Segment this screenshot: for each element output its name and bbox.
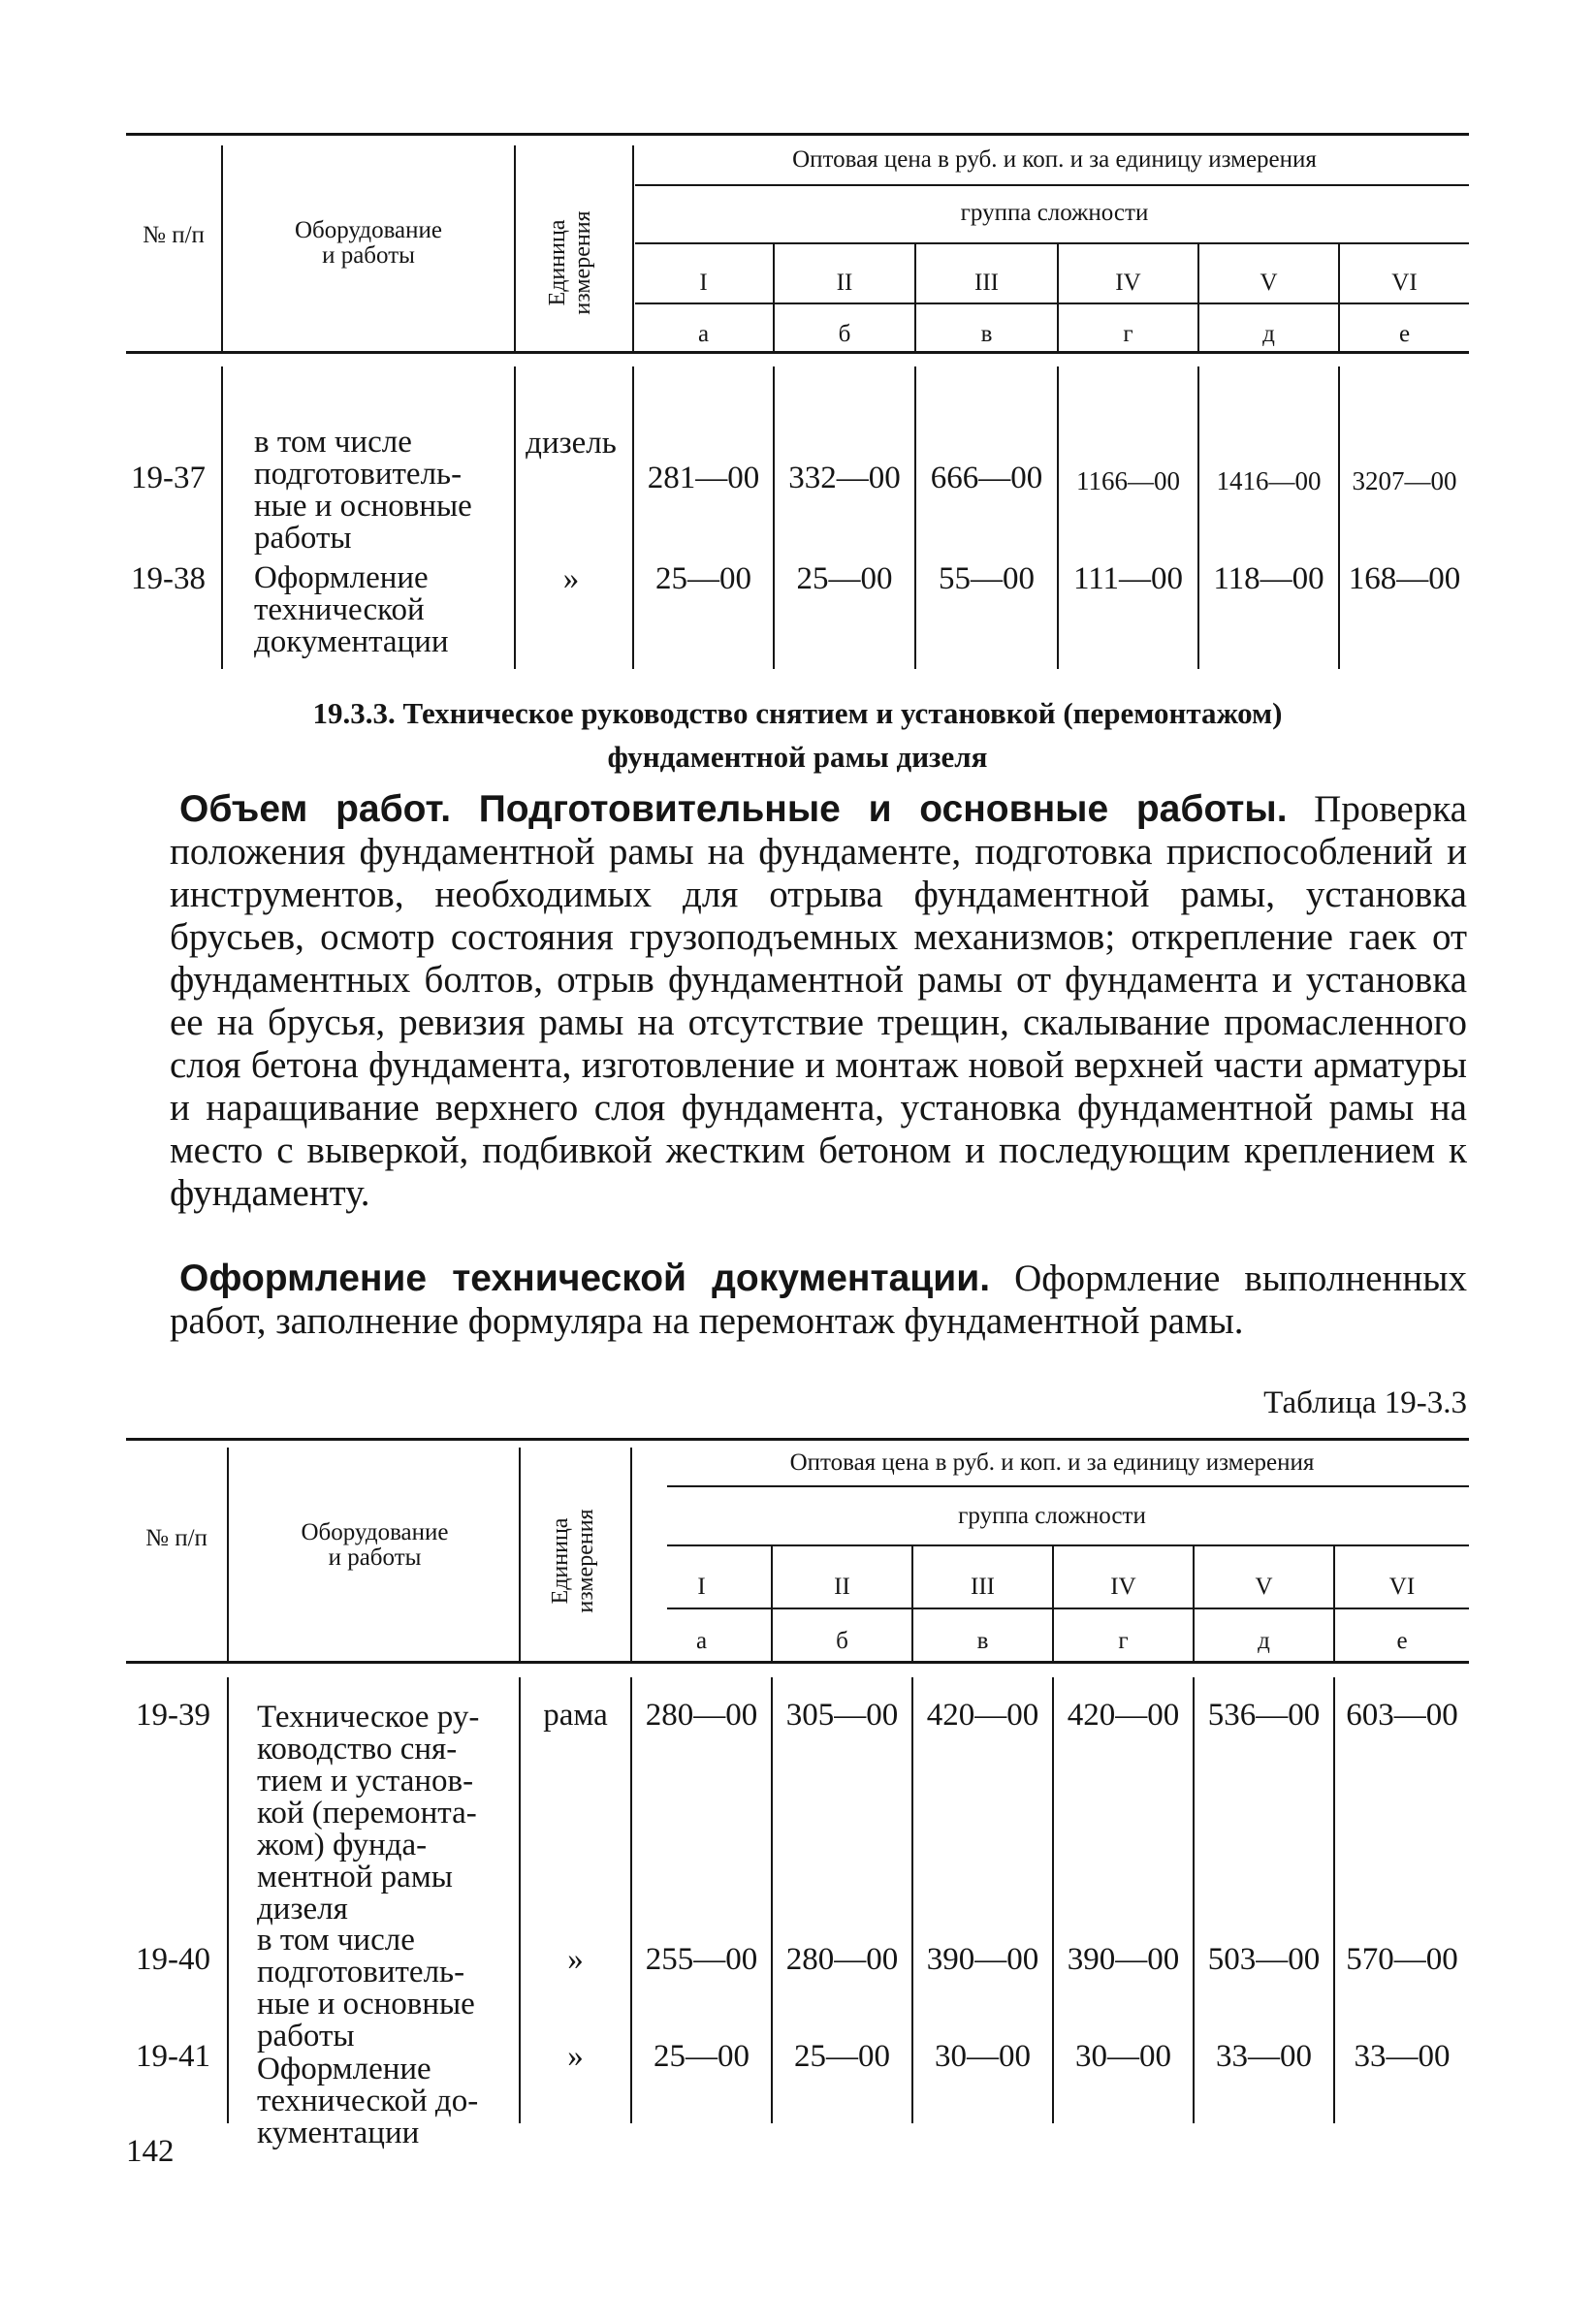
row-description: Оформление технической документации — [254, 560, 449, 659]
price-cell: 30—00 — [1075, 2039, 1171, 2074]
price-cell: 33—00 — [1216, 2039, 1312, 2074]
row-unit: » — [562, 561, 580, 596]
row-number: 19-40 — [136, 1942, 210, 1977]
price-cell: 3207—00 — [1352, 466, 1457, 495]
page-number: 142 — [126, 2134, 175, 2169]
section-heading-line2: фундаментной рамы дизеля — [607, 740, 988, 774]
table-top-rule — [126, 133, 1469, 136]
price-cell: 25—00 — [655, 561, 751, 596]
price-cell: 570—00 — [1346, 1942, 1458, 1977]
price-cell: 1416—00 — [1216, 466, 1322, 495]
price-cell: 666—00 — [930, 461, 1043, 495]
header-group: группа сложности — [958, 1503, 1146, 1529]
paragraph-lead: Оформление технической документации. — [179, 1258, 991, 1299]
row-number: 19-37 — [131, 461, 206, 495]
header-equipment: Оборудование и работы — [301, 1519, 449, 1571]
row-unit: дизель — [526, 426, 617, 461]
header-num: № п/п — [143, 222, 205, 248]
row-number: 19-41 — [136, 2039, 210, 2074]
price-cell: 281—00 — [647, 461, 760, 495]
price-cell: 603—00 — [1346, 1698, 1458, 1733]
price-cell: 420—00 — [926, 1698, 1039, 1733]
price-cell: 118—00 — [1213, 561, 1324, 596]
header-unit: Единица измерения — [548, 1509, 598, 1613]
price-cell: 420—00 — [1067, 1698, 1180, 1733]
table-caption: Таблица 19-3.3 — [1263, 1385, 1467, 1420]
row-description: в том числе подготовитель- ные и основные работы — [257, 1923, 475, 2053]
paragraph-scope: Объем работ. Подготовительные и основные работы. Проверка положения фундаментной рамы на фундаменте, подготовка приспособлений и инструментов, необходимых для отрыва фундаментной рамы, установка брусьев, осмотр состояния грузоподъемных механизмов; открепление гаек от фундаментных болтов, отрыв фундаментной рамы от фундамента и установка ее на брусья, ревизия рамы на отсутствие трещин, скалывание промасленного слоя бетона фундамента, изготовление и монтаж новой верхней части арматуры и наращивание верхнего слоя фундамента, установка фундаментной рамы на место с выверкой, подбивкой жестким бетоном и последующим креплением к фундаменту. — [170, 788, 1467, 1214]
row-unit: » — [567, 1942, 584, 1977]
row-unit: рама — [543, 1698, 608, 1733]
price-cell: 503—00 — [1207, 1942, 1321, 1977]
table-header-rule — [126, 1661, 1469, 1664]
price-cell: 168—00 — [1348, 561, 1461, 596]
price-cell: 25—00 — [794, 2039, 890, 2074]
paragraph-lead: Объем работ. Подготовительные и основные работы. — [179, 788, 1288, 830]
price-cell: 33—00 — [1354, 2039, 1451, 2074]
price-cell: 55—00 — [939, 561, 1035, 596]
price-cell: 30—00 — [935, 2039, 1031, 2074]
row-description: в том числе подготовитель- ные и основные работы — [254, 425, 472, 556]
header-num: № п/п — [145, 1525, 207, 1551]
header-price: Оптовая цена в руб. и коп. и за единицу измерения — [792, 146, 1317, 173]
row-description: Техническое ру- ководство сня- тием и установ- кой (перемонта- жом) фунда- ментной рамы дизеля — [257, 1700, 480, 1926]
price-cell: 332—00 — [788, 461, 901, 495]
price-cell: 390—00 — [1067, 1942, 1180, 1977]
row-unit: » — [567, 2039, 584, 2074]
row-description: Оформление технической до- кументации — [257, 2052, 479, 2150]
header-price: Оптовая цена в руб. и коп. и за единицу измерения — [789, 1449, 1315, 1476]
header-equipment: Оборудование и работы — [294, 217, 442, 269]
section-heading: 19.3.3. Техническое руководство снятием и установкой (перемонтажом) — [312, 696, 1283, 730]
row-number: 19-39 — [136, 1698, 210, 1733]
price-cell: 255—00 — [645, 1942, 758, 1977]
price-cell: 390—00 — [926, 1942, 1039, 1977]
price-cell: 25—00 — [654, 2039, 750, 2074]
table-top-rule — [126, 1438, 1469, 1441]
price-cell: 305—00 — [785, 1698, 899, 1733]
price-cell: 25—00 — [796, 561, 893, 596]
price-cell: 280—00 — [785, 1942, 899, 1977]
paragraph-documentation: Оформление технической документации. Оформление выполненных работ, заполнение формуляра на перемонтаж фундаментной рамы. — [170, 1258, 1467, 1342]
table-header-rule — [126, 351, 1469, 354]
price-cell: 1166—00 — [1076, 466, 1180, 495]
price-cell: 536—00 — [1207, 1698, 1321, 1733]
header-group: группа сложности — [960, 200, 1149, 226]
price-cell: 111—00 — [1072, 561, 1184, 596]
row-number: 19-38 — [131, 561, 206, 596]
price-cell: 280—00 — [645, 1698, 758, 1733]
header-unit: Единица измерения — [545, 210, 595, 315]
